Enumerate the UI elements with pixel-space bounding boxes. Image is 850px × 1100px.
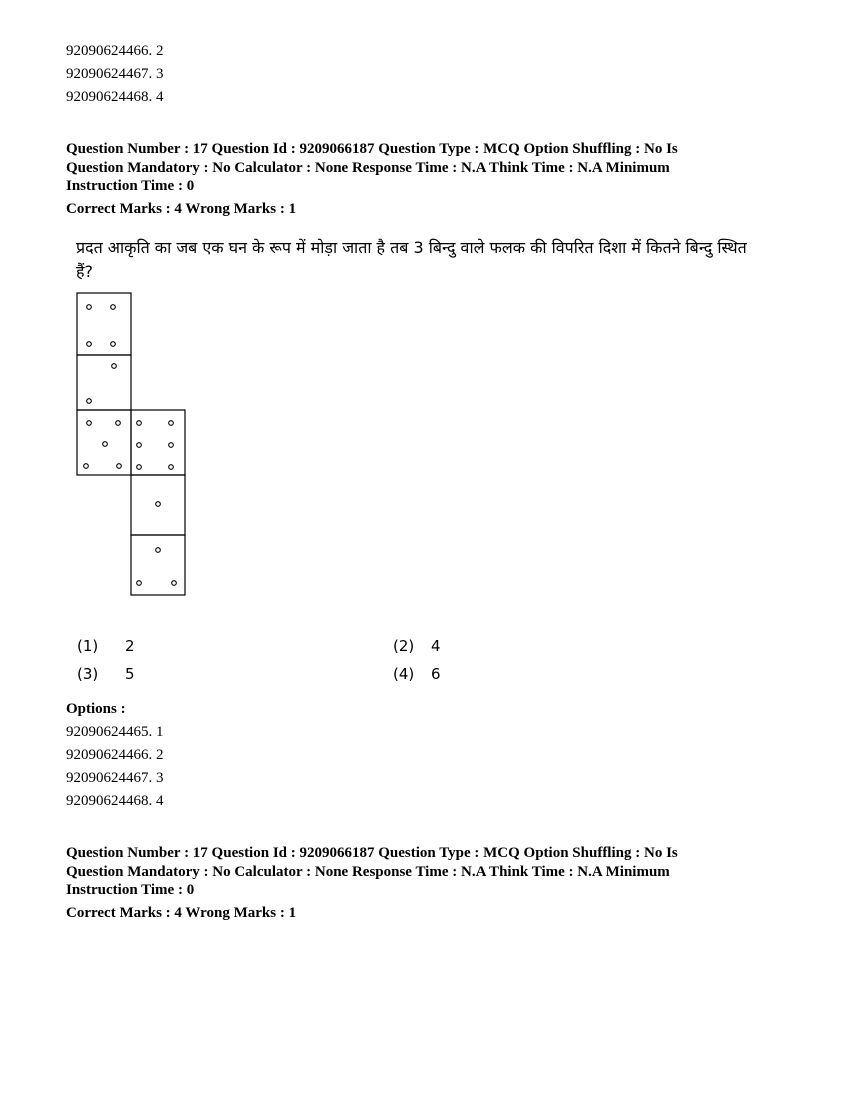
choice-number: (4): [393, 665, 415, 683]
option-line: 92090624467. 3: [66, 770, 164, 786]
choice-value: 2: [125, 637, 135, 655]
net-face-4dots: [77, 293, 131, 355]
option-line: 92090624465. 1: [66, 724, 164, 740]
question-header-line3: Instruction Time : 0: [66, 178, 195, 194]
answer-choice-3: [77, 665, 135, 683]
option-line: 92090624468. 4: [66, 89, 164, 105]
choice-number: (3): [77, 665, 99, 683]
dot: [87, 399, 92, 404]
dot: [172, 581, 177, 586]
answer-choice-1: [77, 637, 135, 655]
dot: [137, 581, 142, 586]
dot: [112, 364, 117, 369]
dot: [87, 305, 92, 310]
options-label: Options :: [66, 701, 126, 717]
net-face-1dot: [131, 475, 185, 535]
dot: [111, 305, 116, 310]
option-line: 92090624466. 2: [66, 747, 164, 763]
dot: [156, 548, 161, 553]
dot: [169, 421, 174, 426]
question-text: प्रदत आकृति का जब एक घन के रूप में मोड़ा जाता है तब 3 बिन्दु वाले फलक की विपरित दिशा में कितने बिन्दु स्थित हैं?: [76, 238, 747, 281]
answer-choice-2: [393, 637, 441, 655]
dot: [169, 443, 174, 448]
question-header-line2: Question Mandatory : No Calculator : None Response Time : N.A Think Time : N.A Minimum: [66, 160, 670, 176]
question-header-line1: Question Number : 17 Question Id : 9209066187 Question Type : MCQ Option Shuffling : No Is: [66, 845, 678, 861]
dot: [111, 342, 116, 347]
choice-number: (2): [393, 637, 415, 655]
question-marks: Correct Marks : 4 Wrong Marks : 1: [66, 905, 297, 921]
dot: [84, 464, 89, 469]
dot: [117, 464, 122, 469]
answer-choice-4: [393, 665, 441, 683]
choice-value: 5: [125, 665, 135, 683]
option-line: 92090624466. 2: [66, 43, 164, 59]
net-face-2dots: [77, 355, 131, 410]
dot: [137, 443, 142, 448]
dot: [103, 442, 108, 447]
option-line: 92090624468. 4: [66, 793, 164, 809]
dot: [156, 502, 161, 507]
question-header-line3: Instruction Time : 0: [66, 882, 195, 898]
question-header-line1: Question Number : 17 Question Id : 9209066187 Question Type : MCQ Option Shuffling : No Is: [66, 141, 678, 157]
option-line: 92090624467. 3: [66, 66, 164, 82]
choice-number: (1): [77, 637, 99, 655]
net-face-3dots: [131, 535, 185, 595]
question-marks: Correct Marks : 4 Wrong Marks : 1: [66, 201, 297, 217]
dot: [116, 421, 121, 426]
dot: [137, 465, 142, 470]
dot: [137, 421, 142, 426]
dot: [169, 465, 174, 470]
dot: [87, 421, 92, 426]
dot: [87, 342, 92, 347]
question-header-line2: Question Mandatory : No Calculator : None Response Time : N.A Think Time : N.A Minimum: [66, 864, 670, 880]
choice-value: 4: [431, 637, 441, 655]
choice-value: 6: [431, 665, 441, 683]
